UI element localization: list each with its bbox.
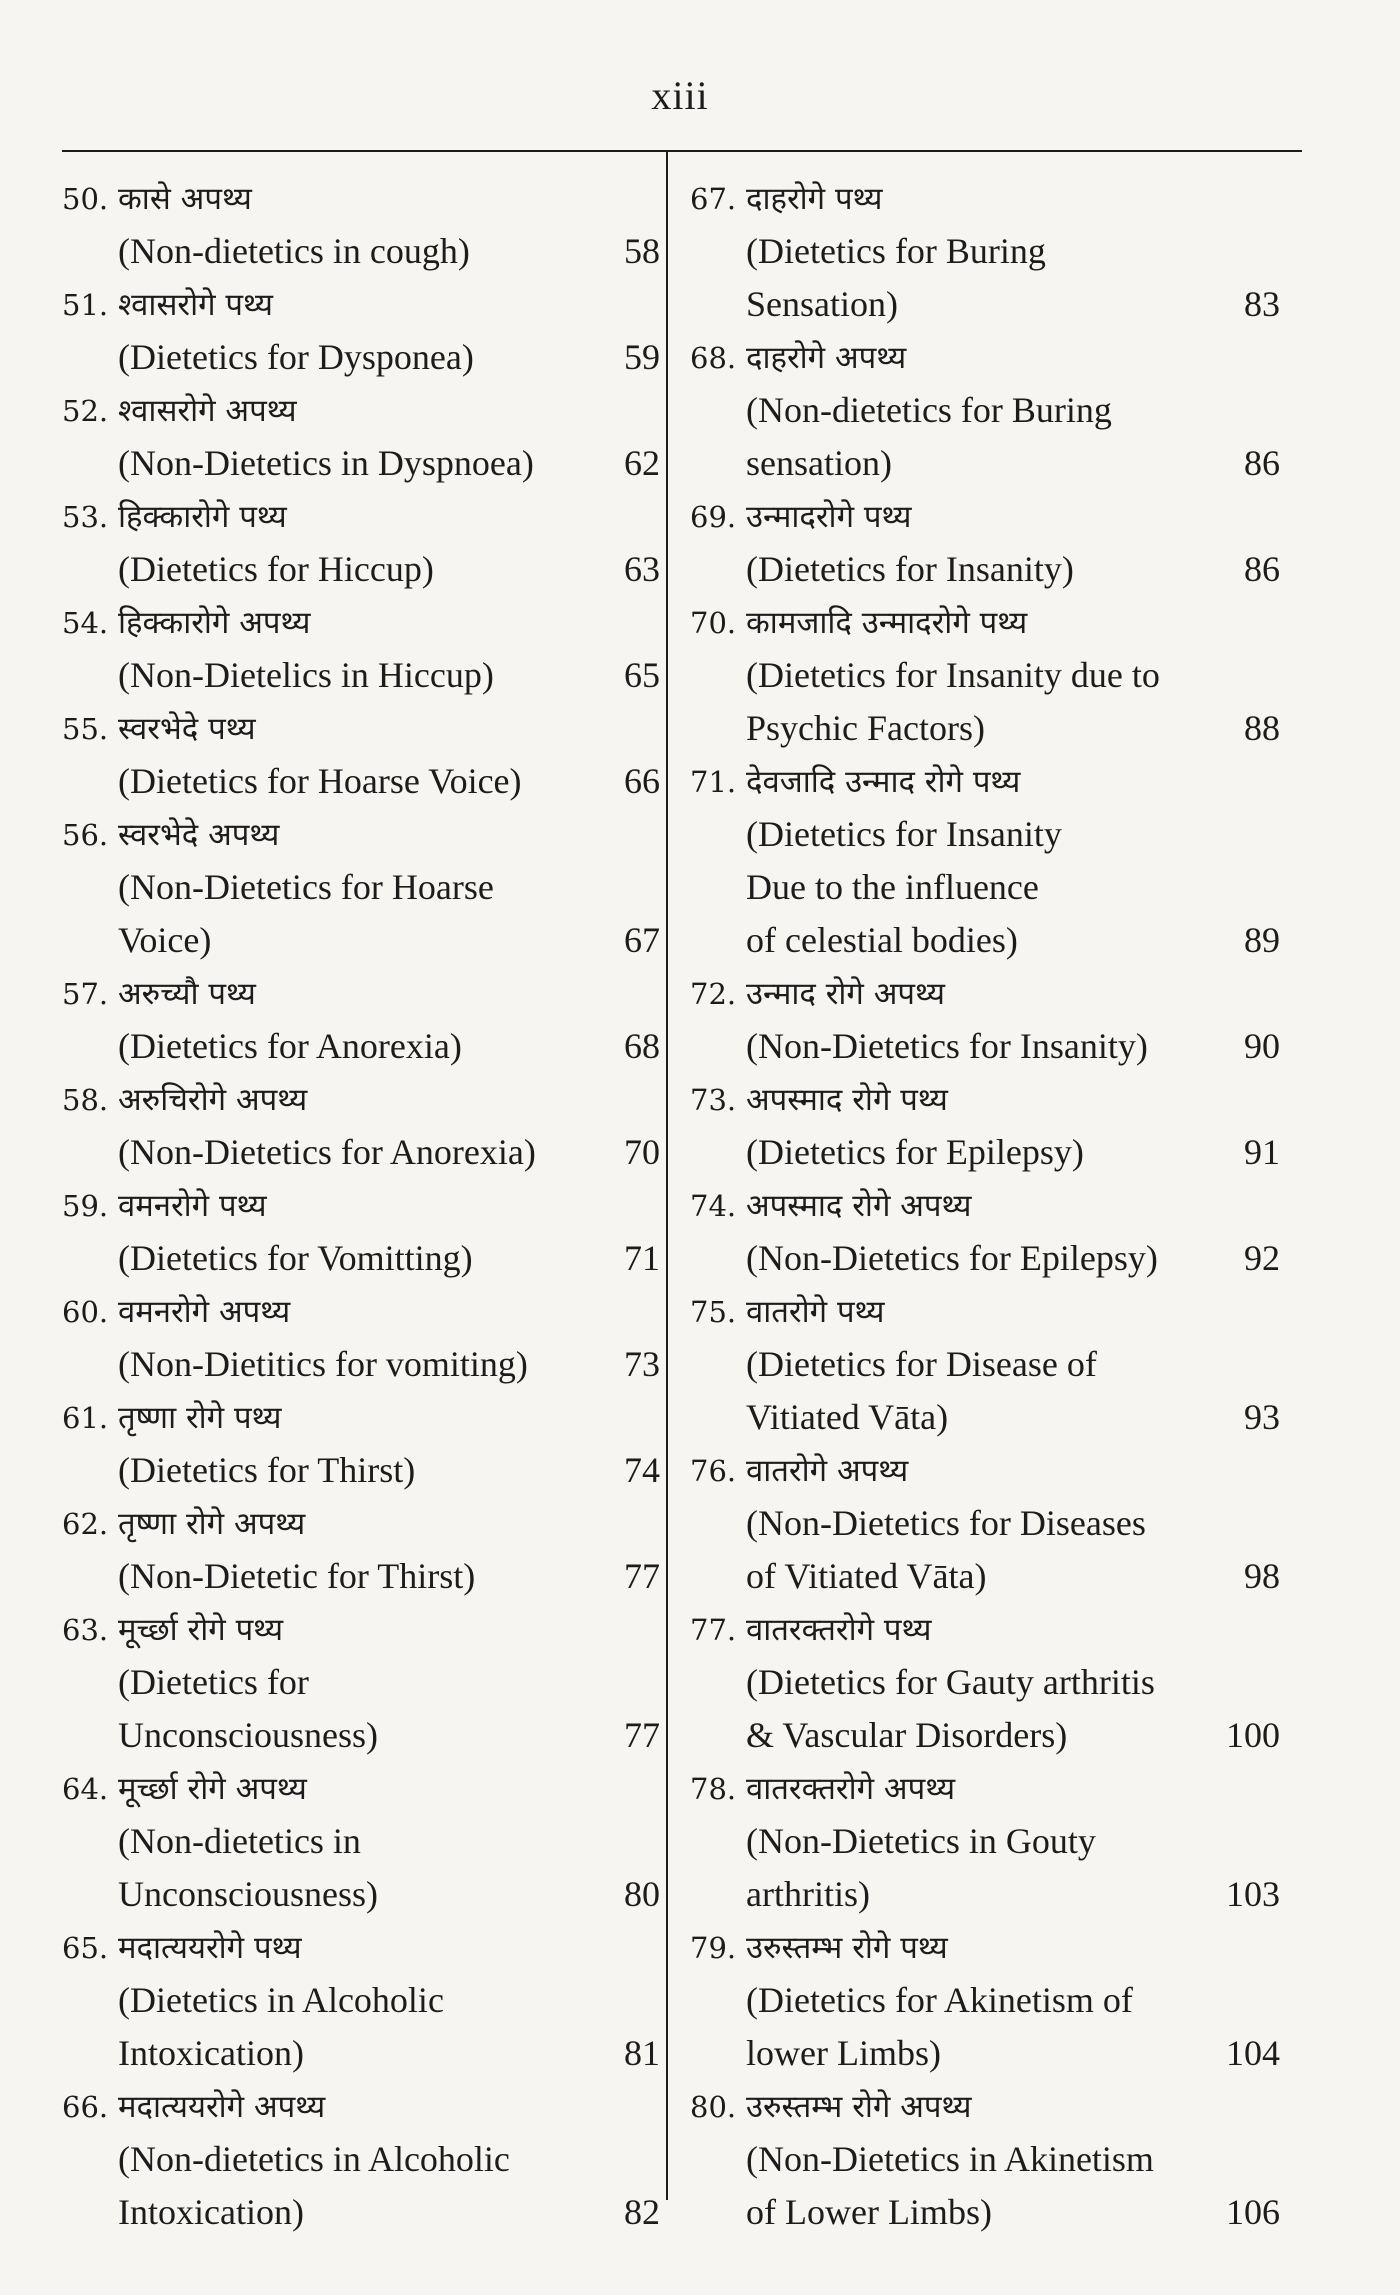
contents-entry (62, 172, 662, 278)
entry-english-title: (Dietetics for Epilepsy) (746, 1132, 1084, 1172)
entry-english-title: (Dietetics for Hiccup) (118, 549, 434, 589)
entry-english-line (690, 1974, 1290, 2027)
entry-heading-line (690, 1762, 1290, 1815)
column-divider (666, 150, 668, 2200)
contents-entry (690, 1285, 1290, 1444)
entry-english-title: (Dietetics for Thirst) (118, 1450, 416, 1490)
entry-english-line (62, 1656, 662, 1709)
entry-english-line (690, 861, 1290, 914)
entry-number: 64. (62, 1772, 109, 1806)
entry-heading-line (62, 1285, 662, 1338)
contents-entry (62, 1179, 662, 1285)
entry-english-title: of Lower Limbs) (746, 2192, 992, 2232)
entry-heading-line (690, 755, 1290, 808)
entry-english-line (690, 649, 1290, 702)
entry-page-number: 89 (1244, 920, 1280, 960)
entry-number: 56. (62, 818, 109, 852)
entry-heading-line (690, 331, 1290, 384)
contents-entry (62, 2080, 662, 2239)
entry-page-number: 77 (624, 1715, 660, 1755)
entry-page-number: 83 (1244, 284, 1280, 324)
entry-number: 69. (690, 500, 737, 534)
entry-number: 75. (690, 1295, 737, 1329)
entry-english-line (62, 437, 662, 490)
entry-english-line (690, 437, 1290, 490)
contents-entry (690, 1444, 1290, 1603)
entry-heading-line (62, 172, 662, 225)
contents-entry (690, 1603, 1290, 1762)
entry-hindi-title: वातरक्तरोगे अपथ्य (746, 1771, 956, 1807)
entry-english-line (62, 2027, 662, 2080)
contents-entry (690, 1921, 1290, 2080)
entry-heading-line (62, 278, 662, 331)
entry-english-title: Unconsciousness) (118, 1715, 378, 1755)
entry-hindi-title: दाहरोगे अपथ्य (746, 340, 907, 376)
contents-entry (62, 1603, 662, 1762)
entry-english-title: Due to the influence (746, 867, 1039, 907)
contents-entry (62, 1285, 662, 1391)
entry-english-title: Vitiated Vāta) (746, 1397, 949, 1437)
entry-page-number: 73 (624, 1344, 660, 1384)
entry-hindi-title: वातरोगे पथ्य (746, 1294, 885, 1330)
entry-english-title: arthritis) (746, 1874, 870, 1914)
entry-number: 63. (62, 1613, 109, 1647)
entry-english-line (62, 2133, 662, 2186)
entry-english-title: sensation) (746, 443, 892, 483)
entry-english-title: (Dietetics for Insanity) (746, 549, 1074, 589)
entry-english-title: (Dietetics for Insanity (746, 814, 1062, 854)
page-number: xiii (651, 73, 709, 118)
entry-page-number: 68 (624, 1026, 660, 1066)
entry-page-number: 90 (1244, 1026, 1280, 1066)
contents-entry (690, 172, 1290, 331)
entry-english-title: (Non-Dietetics for Insanity) (746, 1026, 1148, 1066)
entry-english-line (62, 1550, 662, 1603)
entry-english-title: (Dietetics for Vomitting) (118, 1238, 473, 1278)
entry-english-title: (Dietetics for Hoarse Voice) (118, 761, 522, 801)
entry-hindi-title: उन्माद रोगे अपथ्य (746, 976, 945, 1012)
entry-english-line (62, 755, 662, 808)
entry-english-line (62, 331, 662, 384)
entry-hindi-title: मूर्च्छा रोगे अपथ्य (118, 1771, 307, 1807)
entry-english-line (62, 649, 662, 702)
entry-number: 71. (690, 765, 737, 799)
entry-english-line (690, 543, 1290, 596)
entry-hindi-title: वमनरोगे अपथ्य (118, 1294, 291, 1330)
entry-english-line (62, 1868, 662, 1921)
contents-entry (690, 1762, 1290, 1921)
entry-number: 65. (62, 1931, 109, 1965)
entry-number: 62. (62, 1507, 109, 1541)
entry-number: 68. (690, 341, 737, 375)
entry-english-line (690, 2133, 1290, 2186)
entry-english-title: (Non-Dietitics for vomiting) (118, 1344, 528, 1384)
contents-entry (62, 1497, 662, 1603)
entry-english-title: (Non-Dietetics for Hoarse (118, 867, 494, 907)
entry-number: 58. (62, 1083, 109, 1117)
entry-heading-line (690, 1179, 1290, 1232)
entry-heading-line (62, 967, 662, 1020)
entry-hindi-title: तृष्णा रोगे अपथ्य (118, 1506, 306, 1542)
entry-hindi-title: देवजादि उन्माद रोगे पथ्य (746, 764, 1021, 800)
entry-number: 61. (62, 1401, 109, 1435)
entry-heading-line (690, 2080, 1290, 2133)
entry-english-title: (Dietetics in Alcoholic (118, 1980, 444, 2020)
entry-hindi-title: मदात्ययरोगे अपथ्य (118, 2089, 326, 2125)
contents-entry (690, 2080, 1290, 2239)
entry-hindi-title: हिक्कारोगे पथ्य (118, 499, 287, 535)
contents-entry (62, 596, 662, 702)
entry-english-title: (Dietetics for Anorexia) (118, 1026, 462, 1066)
entry-heading-line (62, 384, 662, 437)
contents-entry (62, 1391, 662, 1497)
entry-english-line (690, 1868, 1290, 1921)
entry-english-line (690, 1815, 1290, 1868)
entry-english-line (690, 2186, 1290, 2239)
entry-number: 54. (62, 606, 109, 640)
entry-heading-line (62, 1603, 662, 1656)
contents-entry (62, 1921, 662, 2080)
entry-english-title: (Non-Dietetic for Thirst) (118, 1556, 476, 1596)
entry-page-number: 67 (624, 920, 660, 960)
entry-heading-line (690, 1921, 1290, 1974)
contents-entry (690, 1073, 1290, 1179)
entry-number: 55. (62, 712, 109, 746)
entry-heading-line (62, 490, 662, 543)
entry-hindi-title: श्वासरोगे अपथ्य (118, 393, 297, 429)
entry-page-number: 66 (624, 761, 660, 801)
entry-hindi-title: हिक्कारोगे अपथ्य (118, 605, 311, 641)
entry-english-title: (Non-Dietelics in Hiccup) (118, 655, 494, 695)
entry-heading-line (62, 702, 662, 755)
entry-page-number: 106 (1226, 2192, 1280, 2232)
entry-page-number: 93 (1244, 1397, 1280, 1437)
entry-english-line (690, 384, 1290, 437)
entry-english-line (690, 1391, 1290, 1444)
entry-page-number: 74 (624, 1450, 660, 1490)
entry-hindi-title: अपस्माद रोगे पथ्य (746, 1082, 948, 1118)
contents-entry (690, 490, 1290, 596)
entry-hindi-title: वातरक्तरोगे पथ्य (746, 1612, 932, 1648)
entry-hindi-title: मदात्ययरोगे पथ्य (118, 1930, 302, 1966)
contents-entry (62, 808, 662, 967)
entry-english-line (690, 1709, 1290, 1762)
entry-heading-line (62, 596, 662, 649)
entry-heading-line (690, 1073, 1290, 1126)
entry-heading-line (690, 1444, 1290, 1497)
entry-page-number: 86 (1244, 549, 1280, 589)
entry-hindi-title: वातरोगे अपथ्य (746, 1453, 909, 1489)
entry-number: 53. (62, 500, 109, 534)
contents-entry (62, 278, 662, 384)
entry-english-title: (Dietetics for Buring (746, 231, 1046, 271)
entry-english-line (62, 1126, 662, 1179)
entry-english-line (690, 225, 1290, 278)
entry-english-title: Intoxication) (118, 2192, 304, 2232)
entry-english-line (690, 914, 1290, 967)
entry-number: 77. (690, 1613, 737, 1647)
contents-left-column (62, 172, 662, 2239)
entry-number: 79. (690, 1931, 737, 1965)
entry-hindi-title: वमनरोगे पथ्य (118, 1188, 267, 1224)
entry-english-line (62, 1815, 662, 1868)
entry-hindi-title: कासे अपथ्य (118, 181, 252, 217)
entry-english-title: Psychic Factors) (746, 708, 985, 748)
entry-english-line (62, 1709, 662, 1762)
entry-number: 51. (62, 288, 109, 322)
entry-english-title: (Non-dietetics in cough) (118, 231, 470, 271)
entry-number: 72. (690, 977, 737, 1011)
contents-entry (690, 755, 1290, 967)
entry-english-line (62, 1232, 662, 1285)
contents-entry (62, 967, 662, 1073)
entry-english-line (690, 1126, 1290, 1179)
entry-hindi-title: अरुच्यौ पथ्य (118, 976, 256, 1012)
entry-page-number: 77 (624, 1556, 660, 1596)
entry-heading-line (690, 490, 1290, 543)
entry-hindi-title: श्वासरोगे पथ्य (118, 287, 273, 323)
entry-number: 57. (62, 977, 109, 1011)
entry-english-title: & Vascular Disorders) (746, 1715, 1068, 1755)
entry-heading-line (690, 967, 1290, 1020)
entry-english-title: Intoxication) (118, 2033, 304, 2073)
entry-page-number: 82 (624, 2192, 660, 2232)
entry-hindi-title: अरुचिरोगे अपथ्य (118, 1082, 308, 1118)
entry-english-line (62, 225, 662, 278)
entry-hindi-title: दाहरोगे पथ्य (746, 181, 883, 217)
entry-english-line (690, 1550, 1290, 1603)
entry-hindi-title: उरुस्तम्भ रोगे पथ्य (746, 1930, 948, 1966)
entry-hindi-title: स्वरभेदे पथ्य (118, 711, 256, 747)
entry-english-line (690, 2027, 1290, 2080)
entry-hindi-title: अपस्माद रोगे अपथ्य (746, 1188, 972, 1224)
entry-english-title: Voice) (118, 920, 212, 960)
entry-english-title: lower Limbs) (746, 2033, 941, 2073)
entry-heading-line (690, 1285, 1290, 1338)
entry-english-title: (Dietetics for Akinetism of (746, 1980, 1133, 2020)
entry-english-line (690, 1497, 1290, 1550)
entry-page-number: 62 (624, 443, 660, 483)
entry-english-title: (Dietetics for Insanity due to (746, 655, 1160, 695)
entry-english-line (690, 702, 1290, 755)
entry-page-number: 70 (624, 1132, 660, 1172)
entry-heading-line (62, 1762, 662, 1815)
entry-english-line (690, 1020, 1290, 1073)
entry-page-number: 71 (624, 1238, 660, 1278)
entry-english-line (690, 1232, 1290, 1285)
entry-heading-line (62, 1921, 662, 1974)
entry-page-number: 91 (1244, 1132, 1280, 1172)
entry-heading-line (690, 596, 1290, 649)
entry-english-line (62, 1974, 662, 2027)
entry-english-title: (Dietetics for Disease of (746, 1344, 1097, 1384)
entry-hindi-title: उन्मादरोगे पथ्य (746, 499, 912, 535)
entry-english-line (690, 278, 1290, 331)
entry-page-number: 100 (1226, 1715, 1280, 1755)
contents-entry (62, 1073, 662, 1179)
entry-number: 50. (62, 182, 109, 216)
entry-english-line (62, 1020, 662, 1073)
entry-page-number: 92 (1244, 1238, 1280, 1278)
contents-entry (690, 1179, 1290, 1285)
entry-page-number: 81 (624, 2033, 660, 2073)
entry-english-title: (Non-Dietetics for Epilepsy) (746, 1238, 1158, 1278)
entry-english-line (62, 861, 662, 914)
entry-page-number: 104 (1226, 2033, 1280, 2073)
entry-page-number: 59 (624, 337, 660, 377)
entry-number: 76. (690, 1454, 737, 1488)
entry-number: 73. (690, 1083, 737, 1117)
entry-english-line (62, 1338, 662, 1391)
entry-number: 66. (62, 2090, 109, 2124)
entry-heading-line (62, 1391, 662, 1444)
entry-number: 52. (62, 394, 109, 428)
entry-page-number: 88 (1244, 708, 1280, 748)
entry-english-line (62, 543, 662, 596)
contents-entry (62, 702, 662, 808)
contents-right-column (690, 172, 1290, 2239)
entry-english-title: Sensation) (746, 284, 898, 324)
entry-number: 70. (690, 606, 737, 640)
entry-english-line (690, 1338, 1290, 1391)
entry-english-title: (Dietetics for Dysponea) (118, 337, 474, 377)
entry-heading-line (690, 172, 1290, 225)
entry-english-line (62, 914, 662, 967)
entry-english-title: of Vitiated Vāta) (746, 1556, 987, 1596)
contents-entry (62, 1762, 662, 1921)
header-rule (62, 150, 1302, 152)
entry-english-line (62, 2186, 662, 2239)
entry-english-title: (Non-dietetics for Buring (746, 390, 1112, 430)
entry-english-title: (Non-dietetics in (118, 1821, 361, 1861)
entry-number: 60. (62, 1295, 109, 1329)
entry-english-title: (Non-Dietetics for Diseases (746, 1503, 1146, 1543)
entry-page-number: 103 (1226, 1874, 1280, 1914)
entry-number: 78. (690, 1772, 737, 1806)
entry-heading-line (690, 1603, 1290, 1656)
entry-page-number: 86 (1244, 443, 1280, 483)
entry-english-title: (Non-Dietetics for Anorexia) (118, 1132, 536, 1172)
entry-english-title: (Non-dietetics in Alcoholic (118, 2139, 510, 2179)
entry-number: 67. (690, 182, 737, 216)
entry-heading-line (62, 2080, 662, 2133)
entry-number: 74. (690, 1189, 737, 1223)
entry-page-number: 80 (624, 1874, 660, 1914)
entry-english-title: (Non-Dietetics in Gouty (746, 1821, 1096, 1861)
entry-english-line (690, 808, 1290, 861)
entry-heading-line (62, 1179, 662, 1232)
entry-english-title: Unconsciousness) (118, 1874, 378, 1914)
entry-heading-line (62, 1073, 662, 1126)
entry-page-number: 65 (624, 655, 660, 695)
entry-english-line (690, 1656, 1290, 1709)
entry-english-title: (Dietetics for Gauty arthritis (746, 1662, 1155, 1702)
entry-number: 80. (690, 2090, 737, 2124)
entry-heading-line (62, 1497, 662, 1550)
entry-page-number: 98 (1244, 1556, 1280, 1596)
contents-entry (690, 331, 1290, 490)
entry-english-title: (Non-Dietetics in Dyspnoea) (118, 443, 534, 483)
contents-entry (62, 384, 662, 490)
contents-entry (690, 596, 1290, 755)
contents-entry (690, 967, 1290, 1073)
entry-heading-line (62, 808, 662, 861)
entry-page-number: 63 (624, 549, 660, 589)
entry-english-title: (Dietetics for (118, 1662, 309, 1702)
entry-hindi-title: मूर्च्छा रोगे पथ्य (118, 1612, 284, 1648)
entry-english-line (62, 1444, 662, 1497)
entry-number: 59. (62, 1189, 109, 1223)
entry-hindi-title: कामजादि उन्मादरोगे पथ्य (746, 605, 1028, 641)
entry-hindi-title: स्वरभेदे अपथ्य (118, 817, 280, 853)
entry-page-number: 58 (624, 231, 660, 271)
entry-english-title: of celestial bodies) (746, 920, 1018, 960)
entry-hindi-title: उरुस्तम्भ रोगे अपथ्य (746, 2089, 972, 2125)
contents-entry (62, 490, 662, 596)
entry-hindi-title: तृष्णा रोगे पथ्य (118, 1400, 282, 1436)
entry-english-title: (Non-Dietetics in Akinetism (746, 2139, 1154, 2179)
